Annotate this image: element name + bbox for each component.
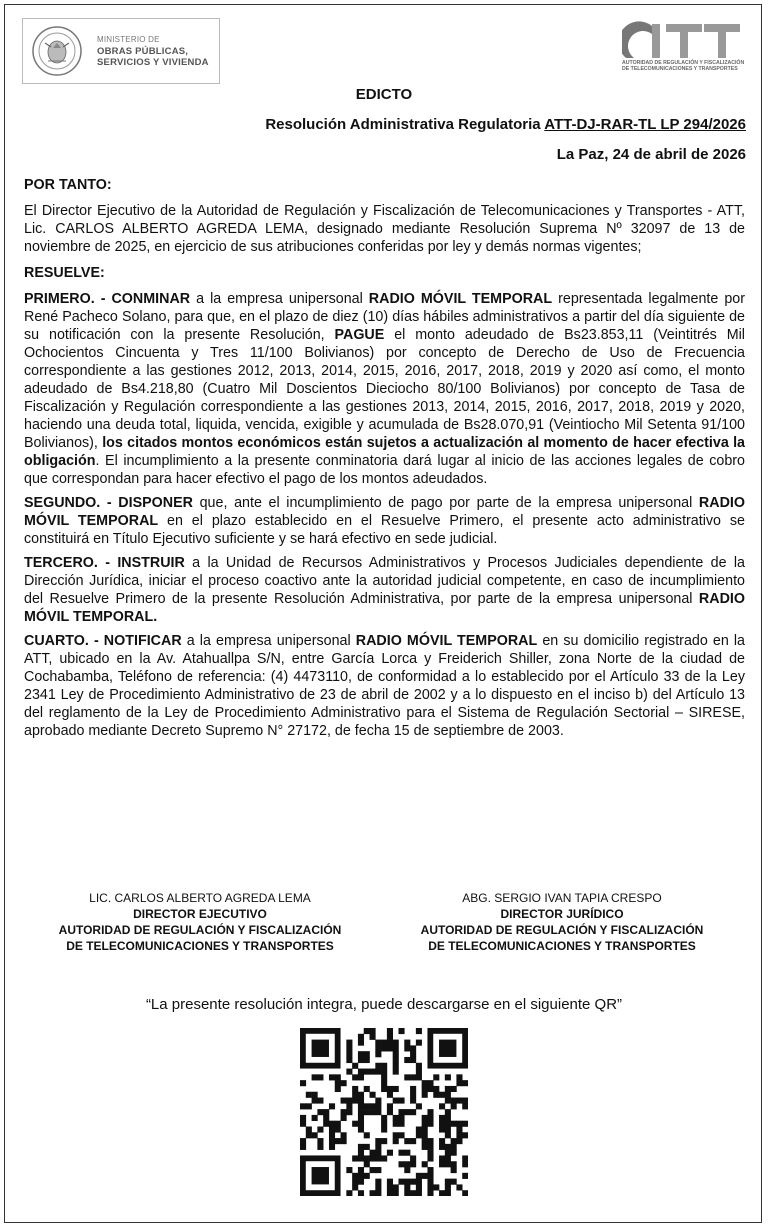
bolivia-seal-icon [31, 25, 83, 77]
att-subtitle-line-2: DE TELECOMUNICACIONES Y TRANSPORTES [622, 66, 738, 73]
signatory-org-2: DE TELECOMUNICACIONES Y TRANSPORTES [66, 939, 334, 953]
primero-pague: PAGUE [334, 327, 385, 343]
document-body [24, 176, 745, 746]
resolution-heading [265, 116, 746, 133]
signatory-org-1: AUTORIDAD DE REGULACIÓN Y FISCALIZACIÓN [58, 923, 342, 937]
cuarto-text-2: en su domicilio registrado en la ATT, ubicado en la Av. Atahuallpa S/N, entre García Lorca y Freiderich Shiller, zona Norte de la ciudad de Cochabamba, Teléfono de referencia: (4) 4473110, de conformidad a lo establecido por el Artículo 33 de la Ley 2341 Ley de Procedimiento Administrativo de 23 de abril de 2002 y a lo dispuesto en el inciso b) del Artículo 13 del reglamento de la Ley de Procedimiento Administrativo para el Sistema de Regulación Sectorial – SIRESE, aprobado mediante Decreto Supremo N° 27172, de fecha 15 de septiembre de 2003. [24, 633, 746, 739]
cuarto-text-1: a la empresa unipersonal [181, 633, 356, 649]
att-logo [622, 20, 748, 76]
resuelve-heading: RESUELVE: [24, 265, 105, 281]
att-logo-icon [622, 20, 748, 60]
ministry-line-1: MINISTERIO DE [97, 35, 160, 44]
att-subtitle [622, 60, 752, 72]
tercero-company: RADIO MÓVIL TEMPORAL. [24, 591, 745, 625]
qr-caption: “La presente resolución integra, puede descargarse en el siguiente QR” [145, 996, 623, 1013]
cuarto-lead: CUARTO. - NOTIFICAR [24, 633, 182, 649]
intro-paragraph: El Director Ejecutivo de la Autoridad de Regulación y Fiscalización de Telecomunicaciones y Transportes - ATT, Lic. CARLOS ALBERTO AGREDA LEMA, designado mediante Resolución Suprema Nº 32097 de 13 de noviembre de 2025, en ejercicio de sus atribuciones conferidas por ley y demás normas vigentes; [24, 203, 745, 255]
primero-text-1: a la empresa unipersonal [190, 291, 369, 307]
segundo-company: RADIO MÓVIL TEMPORAL [24, 495, 745, 529]
cuarto-company: RADIO MÓVIL TEMPORAL [355, 633, 538, 649]
ministry-name [97, 34, 209, 69]
primero-lead: PRIMERO. - CONMINAR [24, 291, 191, 307]
signatory-name: ABG. SERGIO IVAN TAPIA CRESPO [462, 891, 662, 905]
tercero-lead: TERCERO. - INSTRUIR [24, 555, 185, 571]
att-subtitle-line-1: AUTORIDAD DE REGULACIÓN Y FISCALIZACIÓN [622, 60, 745, 66]
signatory-org-2: DE TELECOMUNICACIONES Y TRANSPORTES [428, 939, 696, 953]
segundo-text-2: en el plazo establecido en el Resuelve Primero, el presente acto administrativo se constituirá en Título Ejecutivo suficiente y se hará efectivo en sede judicial. [24, 513, 745, 547]
primero-text-4: . El incumplimiento a la presente conminatoria dará lugar al inicio de las acciones legales de cobro que correspondan para hacer efectivo el pago de los montos adeudados. [24, 453, 745, 487]
signatory-name: LIC. CARLOS ALBERTO AGREDA LEMA [89, 891, 311, 905]
article-tercero [24, 554, 745, 626]
place-date: La Paz, 24 de abril de 2026 [556, 146, 746, 163]
segundo-lead: SEGUNDO. - DISPONER [24, 495, 193, 511]
segundo-text-1: que, ante el incumplimiento de pago por parte de la empresa unipersonal [192, 495, 699, 511]
primero-bold-clause: los citados montos económicos están sujetos a actualización al momento de hacer efectiva la obligación [24, 435, 746, 469]
primero-text-2: representada legalmente por René Pacheco Solano, para que, en el plazo de diez (10) días hábiles administrativos a partir del día siguiente de su notificación con la presente Resolución, [24, 291, 746, 343]
resolution-number: ATT-DJ-RAR-TL LP 294/2026 [544, 116, 746, 133]
document-title: EDICTO [355, 86, 413, 103]
signature-block-legal [397, 890, 727, 954]
signatory-org-1: AUTORIDAD DE REGULACIÓN Y FISCALIZACIÓN [420, 923, 704, 937]
article-cuarto [24, 632, 745, 740]
signatory-role: DIRECTOR EJECUTIVO [133, 907, 267, 921]
primero-text-3: el monto adeudado de Bs23.853,11 (Veintitrés Mil Ochocientos Cincuenta y Tres 11/100 Bolivianos) por concepto de Derecho de Uso de Frecuencia correspondiente a las gestiones 2012, 2013, 2014, 2015, 2016, 2017, 2018, 2019 y 2020 así como, el monto adeudado de Bs4.218,80 (Cuatro Mil Doscientos Dieciocho 80/100 Bolivianos) por concepto de Tasa de Fiscalización y Regulación correspondiente a las gestiones 2013, 2014, 2015, 2016, 2017, 2018, 2019 y 2020, haciendo una deuda total, liquida, vencida, exigible y acumulada de Bs28.070,91 (Veintiocho Mil Setenta 91/100 Bolivianos), [24, 327, 745, 451]
qr-code-icon[interactable] [300, 1028, 468, 1196]
por-tanto-heading: POR TANTO: [24, 177, 112, 193]
signatory-role: DIRECTOR JURÍDICO [500, 907, 624, 921]
ministry-line-3: SERVICIOS Y VIVIENDA [97, 57, 209, 68]
ministry-logo [22, 18, 220, 84]
article-primero [24, 290, 745, 488]
signature-block-executive [35, 890, 365, 954]
article-segundo [24, 494, 745, 548]
tercero-text-1: a la Unidad de Recursos Administrativos y Procesos Judiciales dependiente de la Dirección Jurídica, iniciar el proceso coactivo ante la autoridad judicial competente, en caso de incumplimiento del Resuelve Primero de la presente Resolución Administrativa, por parte de la empresa unipersonal [24, 555, 745, 607]
ministry-line-2: OBRAS PÚBLICAS, [97, 45, 189, 57]
primero-company: RADIO MÓVIL TEMPORAL [368, 291, 553, 307]
resolution-label: Resolución Administrativa Regulatoria [265, 116, 545, 133]
